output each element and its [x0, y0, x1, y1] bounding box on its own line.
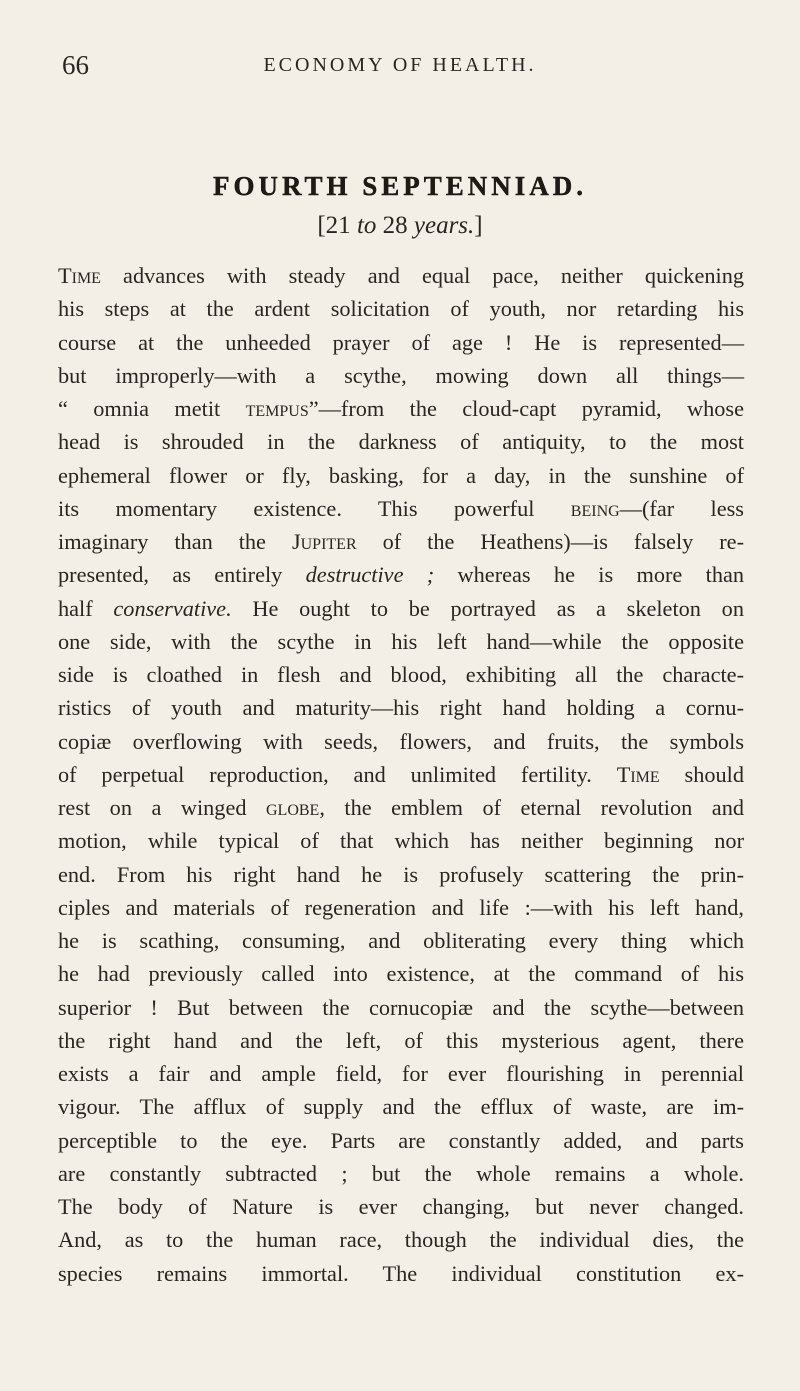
- text-line: [58, 592, 744, 625]
- text-run: Jupiter: [291, 529, 357, 554]
- page-header: [62, 46, 738, 86]
- text-line: [58, 558, 744, 591]
- text-run: whereas he is more than: [434, 562, 745, 588]
- text-line: [58, 858, 744, 891]
- subtitle-close: ]: [474, 212, 483, 239]
- text-run: of perpetual reproduction, and unlimited fertility.: [58, 761, 617, 787]
- body-paragraph: [58, 259, 744, 1290]
- text-line: [58, 725, 744, 758]
- text-run: end. From his right hand he is profusely scattering the prin-: [58, 861, 744, 887]
- text-run: rest on a winged: [58, 795, 266, 820]
- text-run: ephemeral flower or fly, basking, for a day, in the sunshine of: [58, 462, 744, 488]
- text-run: And, as to the human race, though the individual dies, the: [58, 1227, 744, 1253]
- text-line: [58, 425, 744, 458]
- text-run: , the emblem of eternal revolution and: [319, 795, 744, 820]
- section-title: FOURTH SEPTENNIAD.: [212, 171, 588, 201]
- subtitle-to: to: [356, 212, 377, 239]
- text-run: ciples and materials of regeneration and life :—with his left hand,: [58, 894, 744, 920]
- text-line: [58, 259, 744, 292]
- text-run: presented, as entirely: [58, 562, 306, 588]
- text-line: [58, 359, 744, 392]
- text-run: perceptible to the eye. Parts are constantly added, and parts: [58, 1127, 744, 1153]
- text-line: [58, 326, 744, 359]
- text-line: [58, 1190, 744, 1223]
- text-run: ”—from the cloud-capt pyramid, whose: [308, 396, 744, 421]
- text-line: [58, 492, 744, 525]
- text-run: imaginary than the: [58, 529, 292, 554]
- text-run: tempus: [245, 396, 309, 421]
- text-run: species remains immortal. The individual constitution ex-: [58, 1260, 744, 1286]
- section-subtitle: [0, 212, 800, 240]
- text-run: the right hand and the left, of this mysterious agent, there: [58, 1027, 744, 1053]
- text-run: ristics of youth and maturity—his right hand holding a cornu-: [58, 695, 744, 721]
- text-run: motion, while typical of that which has neither beginning nor: [58, 828, 744, 854]
- text-run: The body of Nature is ever changing, but never changed.: [58, 1194, 744, 1219]
- text-run: he had previously called into existence, at the command of his: [58, 961, 744, 987]
- text-line: [58, 1024, 744, 1057]
- text-line: [58, 292, 744, 325]
- text-line: [58, 1257, 744, 1290]
- text-run: destructive ;: [305, 562, 435, 588]
- text-line: [58, 1057, 744, 1090]
- text-run: of the Heathens)—is falsely re-: [356, 529, 745, 554]
- text-run: half: [58, 595, 114, 621]
- text-run: vigour. The afflux of supply and the efflux of waste, are im-: [58, 1094, 744, 1120]
- text-line: [58, 824, 744, 857]
- text-run: should: [659, 761, 744, 787]
- text-run: one side, with the scythe in his left hand—while the opposite: [58, 628, 744, 654]
- text-run: advances with steady and equal pace, neither quickening: [100, 263, 744, 288]
- text-line: [58, 758, 744, 791]
- text-run: head is shrouded in the darkness of antiquity, to the most: [58, 429, 744, 455]
- text-line: [58, 924, 744, 957]
- text-run: —(far less: [619, 495, 744, 521]
- text-line: [58, 459, 744, 492]
- text-line: [58, 691, 744, 724]
- text-line: [58, 392, 744, 425]
- text-run: Time: [616, 761, 660, 787]
- text-line: [58, 891, 744, 924]
- text-run: he is scathing, consuming, and obliterating every thing which: [58, 928, 744, 953]
- text-run: but improperly—with a scythe, mowing down all things—: [58, 362, 744, 388]
- text-run: exists a fair and ample field, for ever flourishing in perennial: [58, 1061, 744, 1086]
- subtitle-open: [21: [317, 212, 357, 239]
- text-run: copiæ overflowing with seeds, flowers, and fruits, the symbols: [58, 728, 744, 754]
- text-line: [58, 625, 744, 658]
- text-run: He ought to be portrayed as a skeleton on: [231, 595, 744, 621]
- text-line: [58, 1157, 744, 1190]
- text-line: [58, 957, 744, 990]
- page-number: 66: [62, 50, 89, 80]
- text-run: his steps at the ardent solicitation of youth, nor retarding his: [58, 296, 744, 322]
- text-run: its momentary existence. This powerful: [58, 495, 571, 521]
- text-run: superior ! But between the cornucopiæ and the scythe—between: [58, 994, 744, 1020]
- text-run: are constantly subtracted ; but the whole remains a whole.: [58, 1160, 744, 1186]
- subtitle-mid: 28: [376, 212, 414, 239]
- text-line: [58, 791, 744, 824]
- text-run: being: [570, 495, 620, 521]
- text-run: Time: [58, 263, 101, 288]
- text-line: [58, 1124, 744, 1157]
- running-head: ECONOMY OF HEALTH.: [263, 54, 537, 76]
- text-run: globe: [266, 795, 320, 820]
- text-line: [58, 658, 744, 691]
- text-run: “ omnia metit: [58, 396, 246, 421]
- text-line: [58, 525, 744, 558]
- text-line: [58, 991, 744, 1024]
- text-run: course at the unheeded prayer of age ! He is represented—: [58, 329, 744, 355]
- text-line: [58, 1090, 744, 1123]
- text-run: side is cloathed in flesh and blood, exhibiting all the characte-: [58, 662, 744, 687]
- subtitle-years: years.: [413, 212, 475, 239]
- text-line: [58, 1223, 744, 1256]
- text-run: conservative.: [113, 595, 232, 621]
